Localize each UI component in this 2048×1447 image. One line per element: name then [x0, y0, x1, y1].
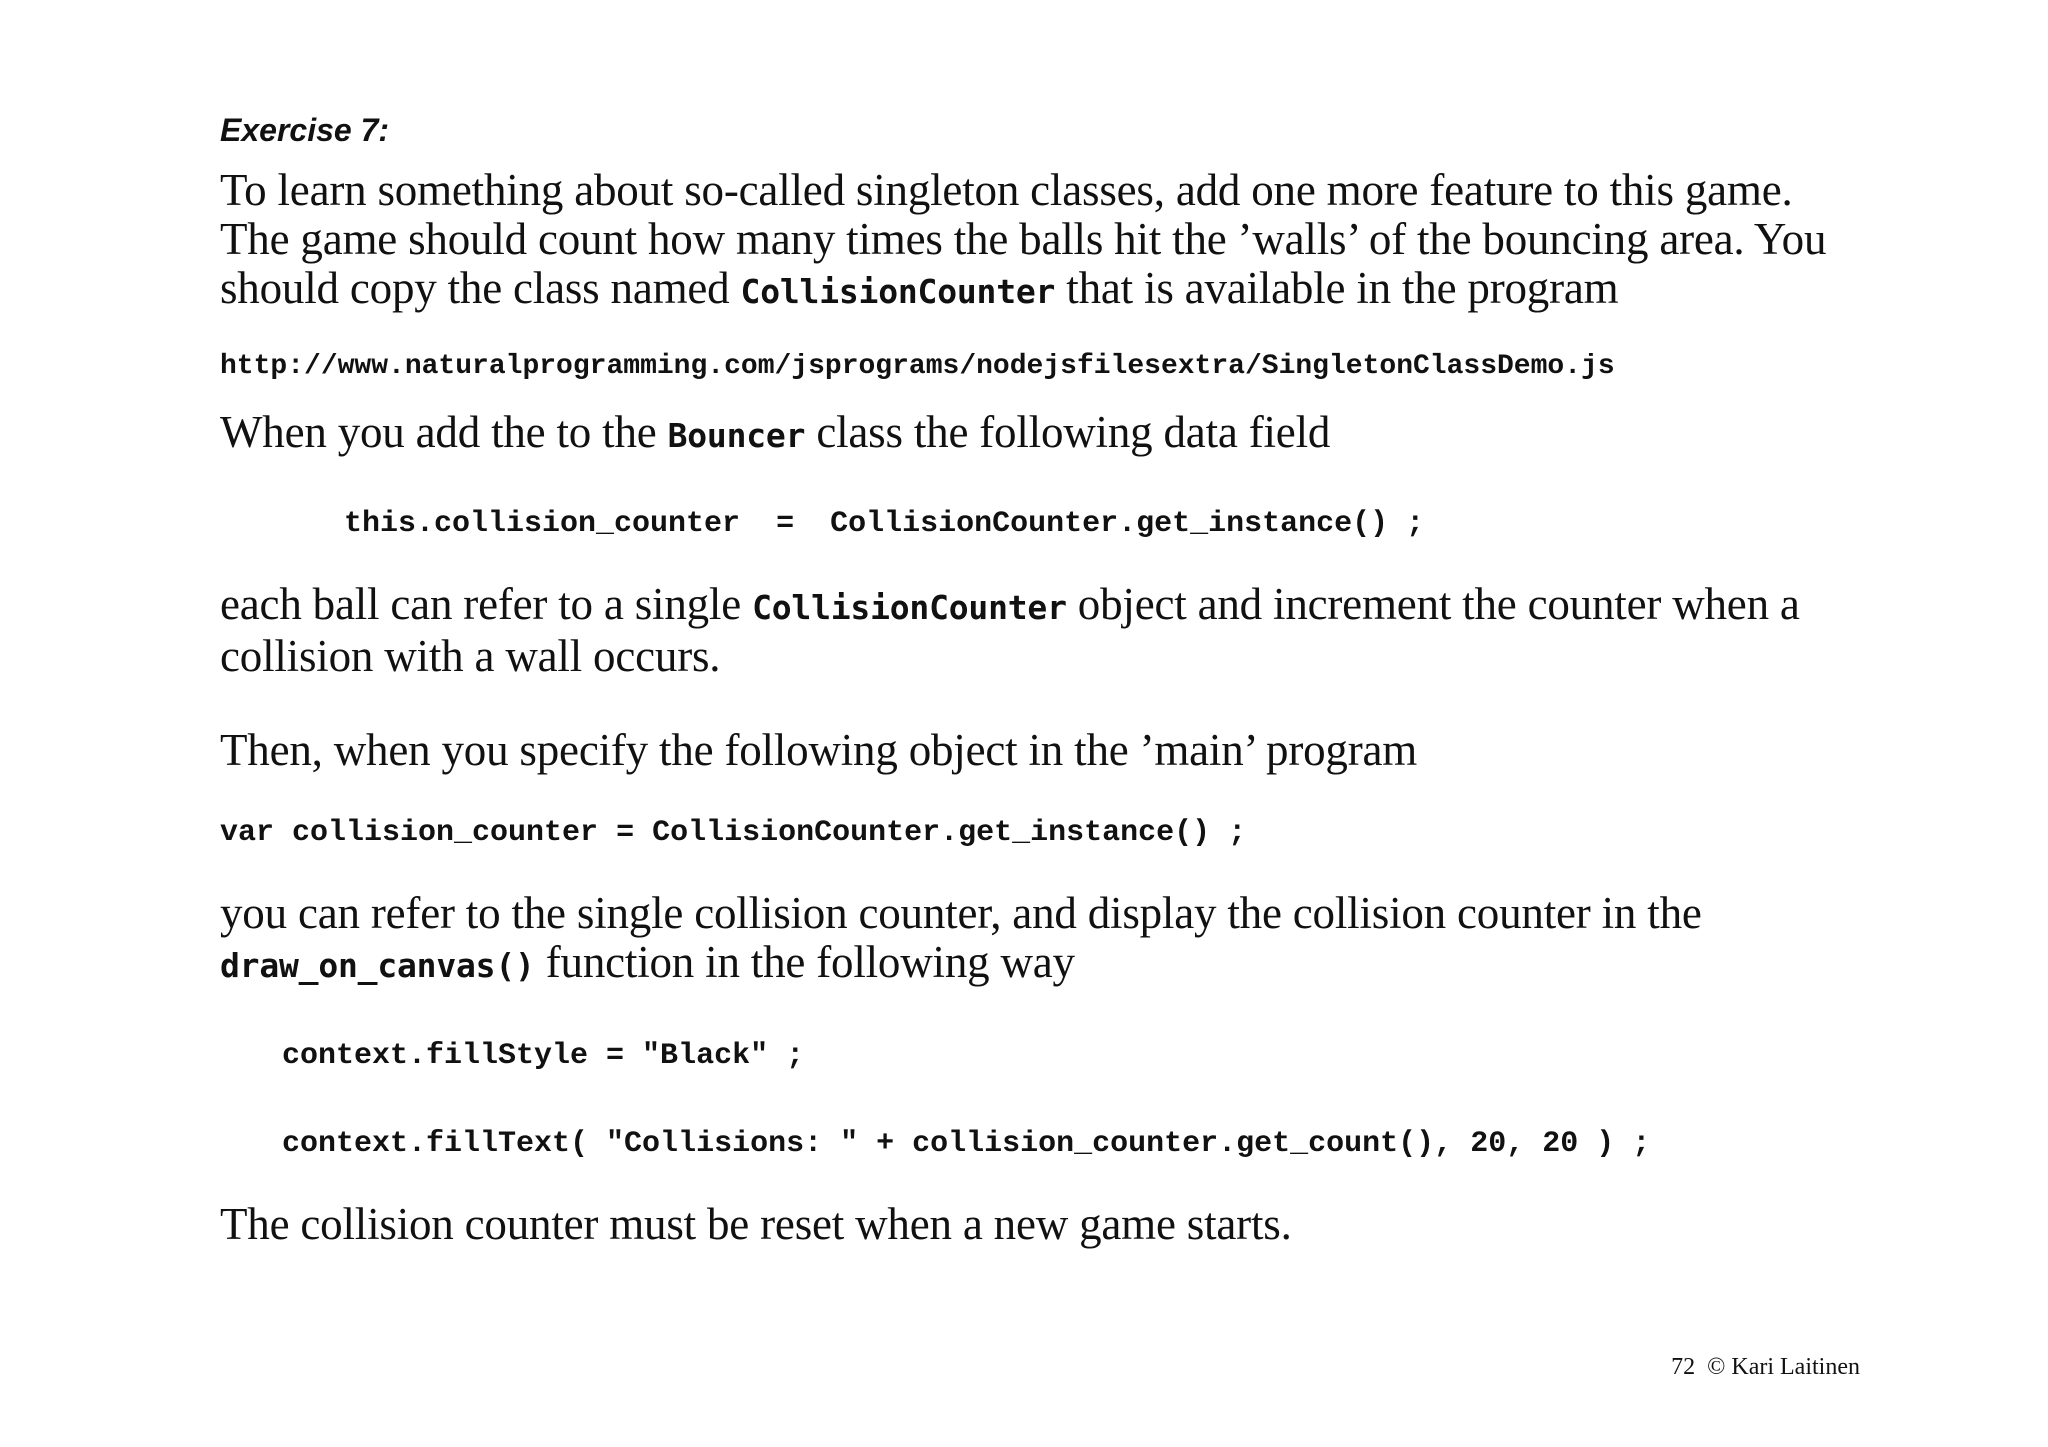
intro-text-before: To learn something about so-called singleton classes, add one more feature to this game. The game should count how many times the balls hit the ’walls’ of the bouncing area. You should copy the class named: [220, 165, 1827, 313]
then-paragraph: Then, when you specify the following object in the ’main’ program: [220, 725, 1418, 775]
bouncer-text-after: class the following data field: [805, 407, 1331, 457]
page-footer: [1671, 1352, 1860, 1382]
intro-text-after: that is available in the program: [1055, 263, 1619, 313]
refer-paragraph: [220, 889, 1860, 990]
refer-function-name: draw_on_canvas(): [220, 946, 535, 985]
bouncer-class-name: Bouncer: [667, 416, 806, 455]
bouncer-text-before: When you add the to the: [220, 407, 668, 457]
bouncer-paragraph: [220, 408, 1860, 460]
exercise-title: Exercise 7:: [220, 112, 390, 148]
code-var-declaration: var collision_counter = CollisionCounter.get_instance() ;: [220, 816, 1247, 850]
intro-class-name: CollisionCounter: [740, 272, 1056, 311]
exercise-page: [220, 110, 1860, 1249]
code-filltext: context.fillText( "Collisions: " + collision_counter.get_count(), 20, 20 ) ;: [282, 1127, 1651, 1161]
refer-text-before: you can refer to the single collision counter, and display the collision counter in the: [220, 888, 1702, 938]
page-number: 72: [1671, 1354, 1696, 1380]
closing-paragraph: The collision counter must be reset when a new game starts.: [220, 1199, 1292, 1249]
code-fillstyle: context.fillStyle = "Black" ;: [282, 1039, 805, 1073]
copyright-notice: © Kari Laitinen: [1707, 1354, 1860, 1380]
refer-text-after: function in the following way: [534, 937, 1075, 987]
code-data-field: this.collision_counter = CollisionCounter.get_instance() ;: [344, 507, 1425, 541]
intro-paragraph: [220, 166, 1860, 316]
each-ball-text-after: object and increment the counter when a collision with a wall occurs.: [220, 579, 1800, 681]
each-ball-text-before: each ball can refer to a single: [220, 579, 753, 629]
each-ball-paragraph: [220, 580, 1860, 681]
program-url: http://www.naturalprogramming.com/jsprograms/nodejsfilesextra/SingletonClassDemo.js: [220, 351, 1615, 382]
each-ball-class-name: CollisionCounter: [752, 588, 1067, 627]
